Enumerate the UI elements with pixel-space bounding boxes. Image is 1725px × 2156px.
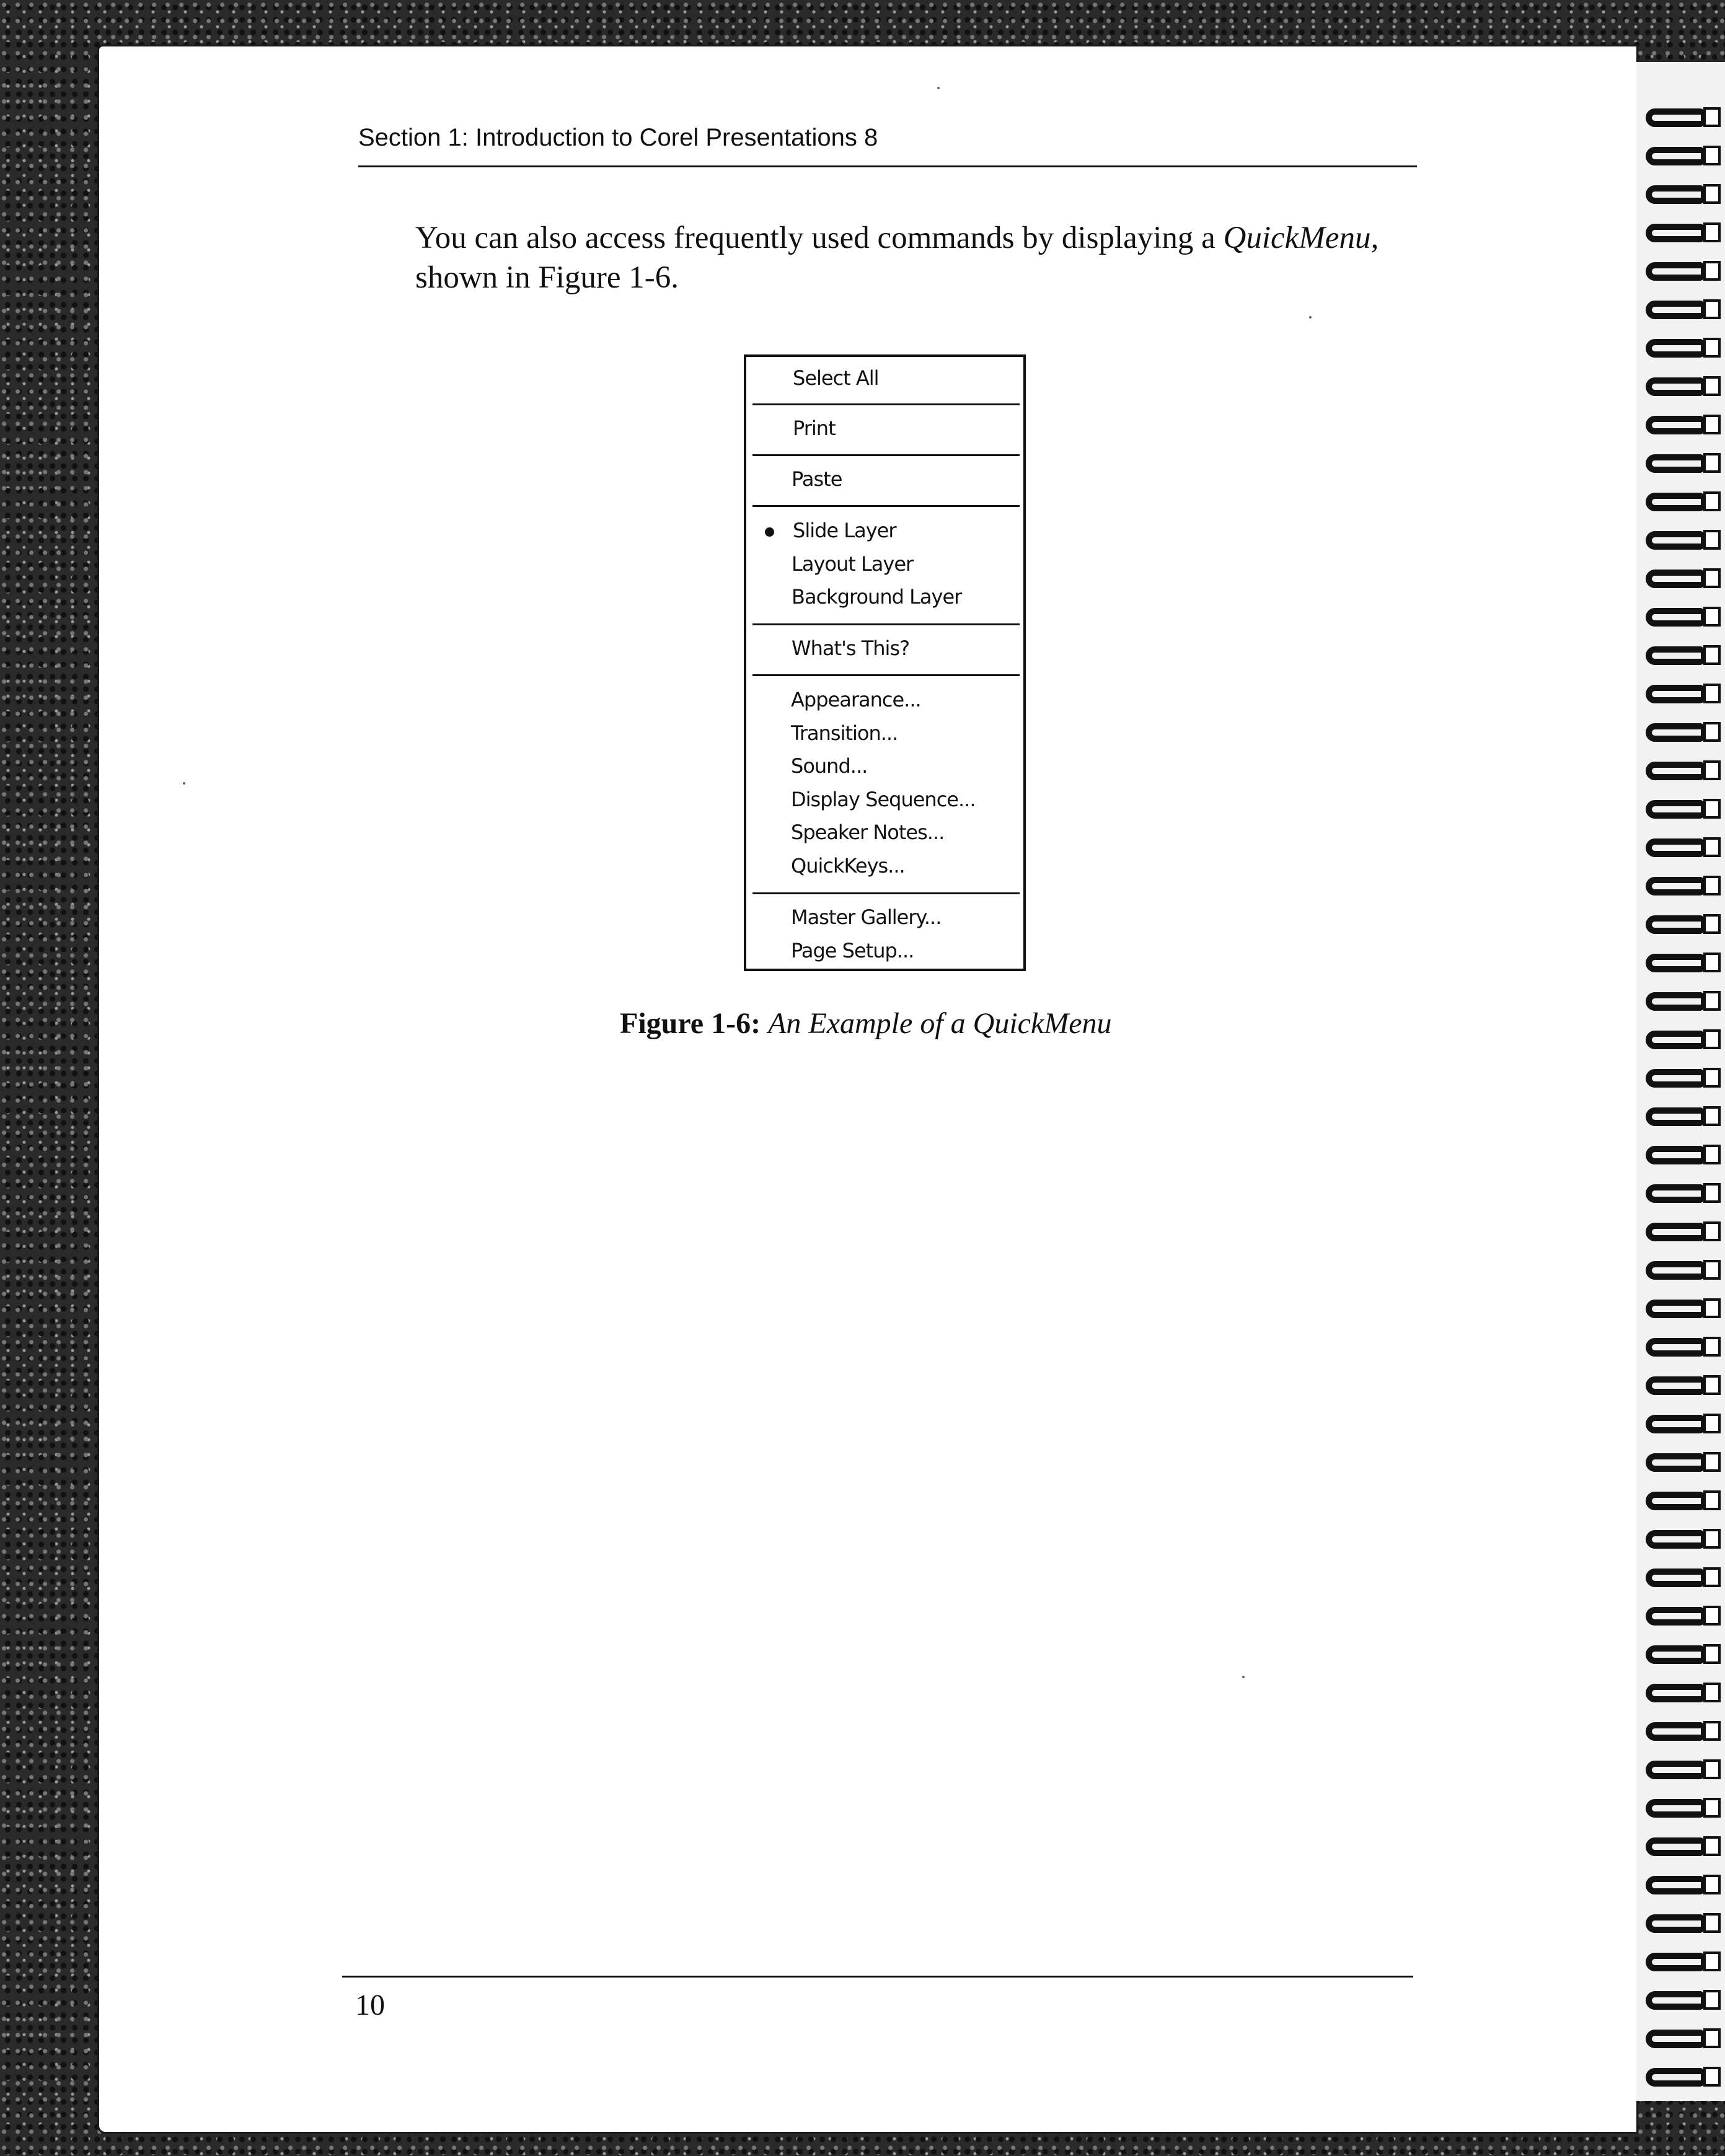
binding-coil-icon [1646, 762, 1705, 780]
binding-coil-tab [1703, 645, 1721, 665]
binding-coil-tab [1703, 1798, 1721, 1818]
binding-coil-tab [1703, 1683, 1721, 1702]
menu-item-speaker-notes[interactable]: Speaker Notes... [791, 821, 945, 844]
binding-coil-tab [1703, 1913, 1721, 1933]
menu-separator [752, 505, 1020, 507]
binding-coil-icon [1646, 1223, 1705, 1241]
binding-coil-tab [1703, 1183, 1721, 1203]
binding-coil-icon [1646, 992, 1705, 1011]
menu-separator [752, 674, 1020, 676]
quickmenu-figure [744, 354, 1026, 971]
binding-coil-tab [1703, 415, 1721, 434]
binding-coil-icon [1646, 416, 1705, 434]
binding-coil-tab [1703, 1567, 1721, 1587]
scan-speck [937, 87, 940, 89]
binding-coil-tab [1703, 914, 1721, 934]
figure-label: Figure 1-6: [620, 1007, 761, 1040]
menu-item-master-gallery[interactable]: Master Gallery... [791, 905, 942, 929]
binding-coil-icon [1646, 915, 1705, 934]
binding-coil-icon [1646, 1607, 1705, 1626]
menu-separator [752, 623, 1020, 625]
binding-coil-tab [1703, 1529, 1721, 1549]
menu-item-layout-layer[interactable]: Layout Layer [792, 552, 914, 576]
binding-coil-tab [1703, 607, 1721, 627]
binding-coil-icon [1646, 2030, 1705, 2048]
binding-coil-icon [1646, 1453, 1705, 1472]
binding-coil-tab [1703, 261, 1721, 281]
binding-coil-tab [1703, 837, 1721, 857]
figure-caption [620, 1006, 1112, 1041]
menu-item-transition[interactable]: Transition... [791, 721, 898, 745]
binding-coil-tab [1703, 1375, 1721, 1395]
binding-coil-tab [1703, 1836, 1721, 1856]
binding-coil-icon [1646, 1031, 1705, 1049]
binding-coil-icon [1646, 147, 1705, 165]
menu-item-display-sequence[interactable]: Display Sequence... [791, 788, 976, 811]
binding-coil-tab [1703, 376, 1721, 396]
binding-coil-icon [1646, 1953, 1705, 1971]
body-text-intro: You can also access frequently used commands by displaying a [415, 221, 1224, 255]
binding-coil-tab [1703, 568, 1721, 588]
binding-coil-icon [1646, 877, 1705, 895]
body-paragraph [415, 218, 1395, 297]
binding-coil-tab [1703, 1490, 1721, 1510]
scan-speck [183, 782, 185, 785]
binding-coil-tab [1703, 953, 1721, 972]
menu-separator [752, 403, 1020, 405]
menu-item-select-all[interactable]: Select All [793, 366, 879, 390]
binding-coil-tab [1703, 338, 1721, 358]
binding-coil-tab [1703, 299, 1721, 319]
binding-coil-icon [1646, 1645, 1705, 1664]
binding-coil-tab [1703, 146, 1721, 165]
binding-coil-icon [1646, 301, 1705, 319]
binding-coil-tab [1703, 491, 1721, 511]
binding-coil-tab [1703, 684, 1721, 703]
binding-coil-tab [1703, 799, 1721, 819]
scan-speck [1309, 316, 1312, 319]
binding-coil-icon [1646, 1492, 1705, 1510]
menu-item-slide-layer[interactable]: Slide Layer [793, 519, 896, 542]
binding-coil-icon [1646, 954, 1705, 972]
menu-item-background-layer[interactable]: Background Layer [792, 585, 962, 609]
binding-coil-tab [1703, 1951, 1721, 1971]
binding-coil-icon [1646, 1914, 1705, 1933]
binding-coil-icon [1646, 1261, 1705, 1280]
footer-rule [342, 1976, 1413, 1978]
binding-coil-icon [1646, 1876, 1705, 1894]
binding-coil-icon [1646, 1799, 1705, 1818]
binding-coil-tab [1703, 1337, 1721, 1357]
binding-coil-icon [1646, 723, 1705, 742]
binding-coil-icon [1646, 685, 1705, 703]
binding-coil-tab [1703, 1029, 1721, 1049]
scan-speck [1242, 1676, 1245, 1678]
binding-coil-tab [1703, 1414, 1721, 1433]
selected-bullet-icon [765, 527, 774, 537]
binding-coil-tab [1703, 760, 1721, 780]
binding-coil-tab [1703, 1644, 1721, 1664]
menu-item-appearance[interactable]: Appearance... [791, 688, 921, 711]
binding-coil-icon [1646, 1146, 1705, 1164]
binding-coil-icon [1646, 224, 1705, 242]
binding-coil-tab [1703, 1721, 1721, 1741]
binding-coil-icon [1646, 185, 1705, 204]
binding-coil-tab [1703, 991, 1721, 1011]
binding-coil-icon [1646, 800, 1705, 819]
binding-coil-tab [1703, 876, 1721, 895]
binding-coil-icon [1646, 1107, 1705, 1126]
binding-coil-icon [1646, 838, 1705, 857]
menu-separator [752, 892, 1020, 894]
menu-item-sound[interactable]: Sound... [791, 754, 868, 778]
binding-coil-icon [1646, 1300, 1705, 1318]
binding-coil-icon [1646, 608, 1705, 627]
binding-coil-tab [1703, 530, 1721, 550]
binding-coil-tab [1703, 453, 1721, 473]
binding-coil-icon [1646, 1837, 1705, 1856]
body-text-reference: shown in Figure 1-6. [415, 260, 679, 295]
binding-coil-icon [1646, 1415, 1705, 1433]
binding-coil-tab [1703, 1875, 1721, 1894]
binding-coil-icon [1646, 1530, 1705, 1549]
menu-item-page-setup[interactable]: Page Setup... [791, 939, 914, 962]
binding-coil-tab [1703, 1606, 1721, 1626]
binding-coil-tab [1703, 1106, 1721, 1126]
figure-title: An Example of a QuickMenu [768, 1007, 1112, 1040]
binding-coil-icon [1646, 1761, 1705, 1779]
binding-coil-tab [1703, 1759, 1721, 1779]
header-rule [358, 165, 1417, 167]
binding-coil-tab [1703, 2028, 1721, 2048]
binding-coil-icon [1646, 454, 1705, 473]
binding-coil-icon [1646, 2068, 1705, 2087]
binding-coil-icon [1646, 493, 1705, 511]
binding-coil-icon [1646, 570, 1705, 588]
quickmenu-term: QuickMenu, [1223, 221, 1379, 255]
section-header: Section 1: Introduction to Corel Presentations 8 [358, 124, 878, 151]
binding-coil-icon [1646, 1684, 1705, 1702]
binding-coil-tab [1703, 1452, 1721, 1472]
binding-coil-tab [1703, 722, 1721, 742]
binding-coil-icon [1646, 1376, 1705, 1395]
menu-item-print[interactable]: Print [793, 416, 836, 440]
binding-coil-tab [1703, 222, 1721, 242]
binding-coil-icon [1646, 646, 1705, 665]
binding-coil-icon [1646, 262, 1705, 281]
binding-coil-tab [1703, 1068, 1721, 1088]
binding-coil-icon [1646, 1069, 1705, 1088]
binding-coil-icon [1646, 531, 1705, 550]
page-number: 10 [355, 1989, 385, 2022]
menu-item-paste[interactable]: Paste [792, 467, 842, 491]
binding-coil-icon [1646, 1569, 1705, 1587]
binding-coil-icon [1646, 1722, 1705, 1741]
binding-coil-tab [1703, 1990, 1721, 2010]
binding-coil-icon [1646, 1338, 1705, 1357]
binding-coil-icon [1646, 1184, 1705, 1203]
binding-coil-tab [1703, 1260, 1721, 1280]
binding-coil-tab [1703, 1298, 1721, 1318]
binding-coil-icon [1646, 339, 1705, 358]
binding-coil-tab [1703, 107, 1721, 127]
menu-separator [752, 454, 1020, 456]
binding-coil-icon [1646, 108, 1705, 127]
binding-coil-tab [1703, 1145, 1721, 1164]
menu-item-whats-this[interactable]: What's This? [792, 636, 910, 660]
binding-coil-tab [1703, 1221, 1721, 1241]
binding-coil-tab [1703, 184, 1721, 204]
binding-coil-icon [1646, 377, 1705, 396]
menu-item-quickkeys[interactable]: QuickKeys... [791, 854, 905, 878]
binding-coil-tab [1703, 2067, 1721, 2087]
binding-coil-icon [1646, 1991, 1705, 2010]
